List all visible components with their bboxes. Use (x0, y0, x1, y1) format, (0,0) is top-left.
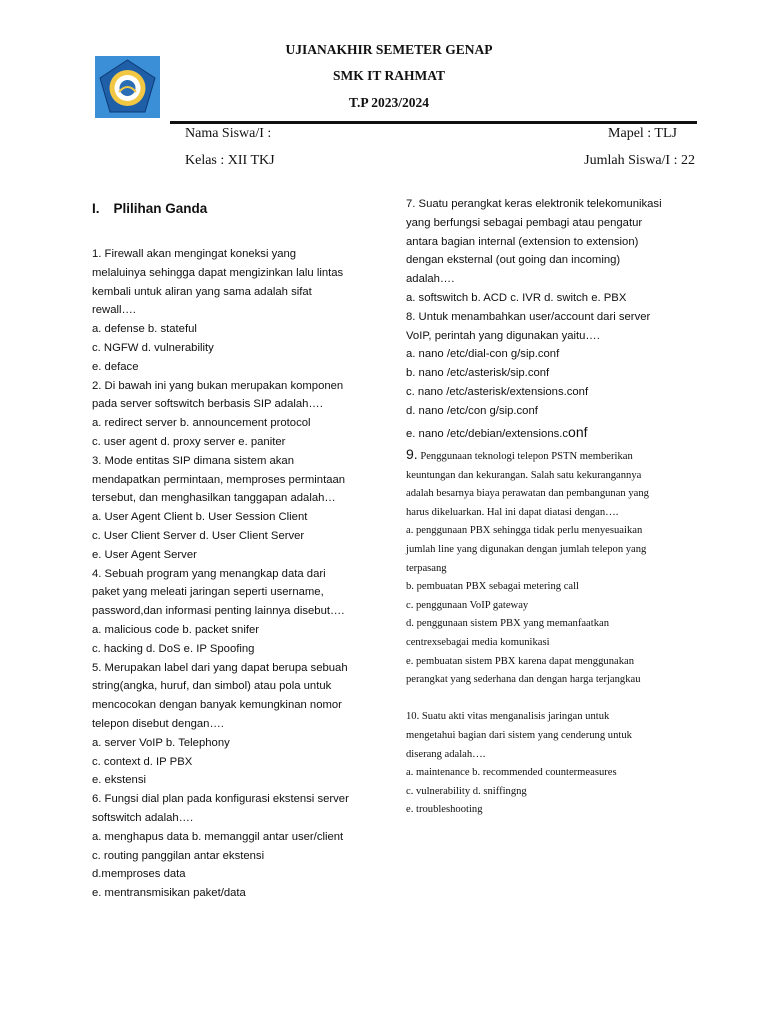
text-line: password,dan informasi penting lainnya disebut…. (92, 605, 345, 618)
text-line: kembali untuk aliran yang sama adalah sifat (92, 285, 312, 298)
text-line: c. nano /etc/asterisk/extensions.conf (406, 385, 589, 398)
text-line: a. defense b. stateful (92, 323, 197, 336)
class-label: Kelas : XII TKJ (185, 153, 275, 168)
section-number: I. (92, 201, 100, 216)
question-number: 9. (406, 446, 418, 462)
section-title: Plilihan Ganda (113, 201, 208, 216)
school-year: T.P 2023/2024 (348, 95, 429, 110)
text-line: adalah besarnya biaya perawatan dan pembangunan yang (406, 488, 649, 500)
text-line: a. softswitch b. ACD c. IVR d. switch e. PBX (406, 291, 627, 304)
text-line: e. User Agent Server (92, 548, 197, 561)
text-line: adalah…. (406, 273, 455, 286)
text-line: mendapatkan permintaan, memproses permintaan (92, 473, 346, 486)
text-line: 1. Firewall akan mengingat koneksi yang (92, 248, 297, 260)
text-line: jumlah line yang digunakan dengan jumlah telepon yang (406, 543, 647, 555)
text-line: perangkat yang sederhana dan dengan harga terjangkau (406, 674, 641, 686)
text-line: keuntungan dan kekurangan. Salah satu kekurangannya (406, 469, 642, 481)
subject-label: Mapel : TLJ (608, 126, 677, 141)
text-line: harus dikeluarkan. Hal ini dapat diatasi dengan…. (406, 506, 619, 518)
text-line: softswitch adalah…. (92, 811, 194, 824)
text-line: d. penggunaan sistem PBX yang memanfaatkan (406, 618, 609, 630)
text-line: 6. Fungsi dial plan pada konfigurasi ekstensi server (92, 793, 349, 806)
text-line: b. pembuatan PBX sebagai metering call (406, 581, 579, 593)
text-line: a. nano /etc/dial-con g/sip.conf (406, 348, 560, 361)
text-line: e. ekstensi (92, 774, 147, 787)
text-line: c. routing panggilan antar ekstensi (92, 849, 265, 862)
left-column (92, 245, 349, 903)
text-line: mencocokan dengan banyak kemungkinan nomor (92, 699, 342, 712)
text-line (406, 445, 649, 467)
text-line: 4. Sebuah program yang menangkap data dari (92, 567, 326, 580)
text-line: e. mentransmisikan paket/data (92, 887, 246, 900)
text-line: pada server softswitch berbasis SIP adalah…. (92, 398, 323, 411)
text-line: d.memproses data (92, 868, 186, 881)
text-line: c. vulnerability d. sniffingng (406, 785, 527, 797)
text-line: e. troubleshooting (406, 804, 483, 816)
school-name: SMK IT RAHMAT (332, 68, 445, 83)
student-name-label: Nama Siswa/I : (185, 126, 272, 141)
school-logo (95, 56, 160, 118)
text-line: mengetahui bagian dari sistem yang cenderung untuk (406, 729, 632, 741)
right-column-bottom (406, 445, 649, 820)
text-fragment: onf (568, 423, 588, 440)
section-heading (92, 201, 221, 216)
text-line: 8. Untuk menambahkan user/account dari server (406, 310, 651, 323)
text-line: c. context d. IP PBX (92, 755, 193, 768)
header-divider (170, 121, 697, 124)
text-line: c. NGFW d. vulnerability (92, 341, 214, 354)
text-line: 2. Di bawah ini yang bukan merupakan komponen (92, 379, 344, 392)
text-line: paket yang meleati jaringan seperti username, (92, 586, 324, 599)
text-line: a. User Agent Client b. User Session Client (92, 511, 308, 524)
text-line: a. server VoIP b. Telephony (92, 736, 230, 749)
student-count-label: Jumlah Siswa/I : 22 (584, 153, 695, 168)
text-line: centrexsebagai media komunikasi (406, 636, 550, 648)
text-line: b. nano /etc/asterisk/sip.conf (406, 367, 550, 380)
text-line: yang berfungsi sebagai pembagi atau pengatur (406, 216, 643, 229)
text-line: c. user agent d. proxy server e. paniter (92, 435, 286, 448)
text-line: a. penggunaan PBX sehingga tidak perlu menyesuaikan (406, 525, 643, 537)
text-line: string(angka, huruf, dan simbol) atau pola untuk (92, 680, 332, 693)
blank-line (406, 690, 649, 709)
text-line: d. nano /etc/con g/sip.conf (406, 404, 538, 417)
text-line: a. redirect server b. announcement protocol (92, 417, 311, 430)
exam-title: UJIANAKHIR SEMETER GENAP (285, 42, 493, 57)
text-fragment: Penggunaan teknologi telepon PSTN memberikan (417, 451, 633, 462)
text-line: c. User Client Server d. User Client Server (92, 529, 305, 542)
right-column-top (406, 195, 662, 443)
text-line: melaluinya sehingga dapat mengizinkan lalu lintas (92, 266, 344, 279)
text-line: 10. Suatu akti vitas menganalisis jaringan untuk (406, 711, 610, 723)
text-line: c. hacking d. DoS e. IP Spoofing (92, 642, 255, 655)
text-line: terpasang (406, 562, 447, 574)
text-line: antara bagian internal (extension to extension) (406, 235, 639, 248)
text-line (406, 423, 662, 444)
text-line: 7. Suatu perangkat keras elektronik telekomunikasi (406, 198, 662, 210)
text-fragment: e. nano /etc/debian/extensions.c (406, 427, 569, 440)
text-line: c. penggunaan VoIP gateway (406, 599, 529, 611)
text-line: e. pembuatan sistem PBX karena dapat menggunakan (406, 655, 634, 667)
text-line: dengan eksternal (out going dan incoming) (406, 254, 621, 267)
text-line: a. maintenance b. recommended countermeasures (406, 767, 617, 779)
text-line: rewall…. (92, 304, 136, 317)
text-line: 3. Mode entitas SIP dimana sistem akan (92, 454, 294, 467)
text-line: e. deface (92, 360, 139, 373)
text-line: tersebut, dan menghasilkan tanggapan adalah… (92, 492, 336, 505)
text-line: diserang adalah…. (406, 748, 486, 760)
text-line: a. menghapus data b. memanggil antar user/client (92, 830, 344, 843)
text-line: telepon disebut dengan…. (92, 717, 224, 730)
text-line: a. malicious code b. packet snifer (92, 623, 260, 636)
text-line: VoIP, perintah yang digunakan yaitu…. (406, 329, 600, 342)
text-line: 5. Merupakan label dari yang dapat berupa sebuah (92, 661, 348, 674)
